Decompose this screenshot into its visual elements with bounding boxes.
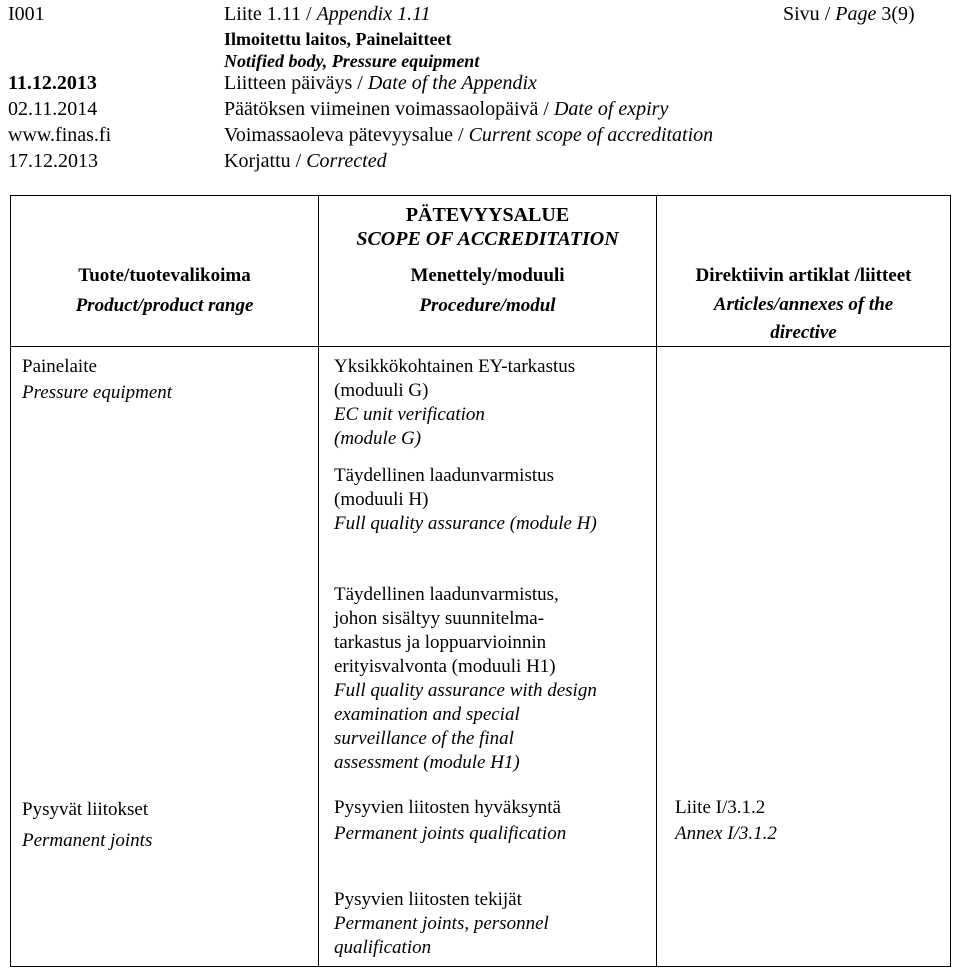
date-corrected: 17.12.2013: [8, 150, 98, 172]
procedure-personnel-qualification: Pysyvien liitosten tekijät Permanent joints, personnel qualification: [334, 889, 549, 958]
procedure-module-h1: Täydellinen laadunvarmistus, johon sisältyy suunnitelma- tarkastus ja loppuarvioinnin erityisvalvonta (moduuli H1) Full quality assurance with design examination and special surveillance of the final assessment (module H1): [334, 584, 597, 773]
column-header-product: Tuote/tuotevalikoima Product/product range: [75, 265, 254, 316]
date-expiry: 02.11.2014: [8, 98, 98, 120]
date-expiry-label: Päätöksen viimeinen voimassaolopäivä / Date of expiry: [224, 98, 669, 120]
procedure-module-h: Täydellinen laadunvarmistus (moduuli H) Full quality assurance (module H): [334, 465, 597, 534]
table-border-right: [950, 195, 951, 967]
corrected-label: Korjattu / Corrected: [224, 150, 387, 172]
table-title: PÄTEVYYSALUE SCOPE OF ACCREDITATION: [356, 204, 619, 250]
product-cell-permanent-joints: Pysyvät liitokset Permanent joints: [22, 799, 153, 851]
appendix-title: Liite 1.11 / Appendix 1.11: [224, 3, 431, 25]
notified-body: Ilmoitettu laitos, Painelaitteet: [224, 29, 452, 49]
website: www.finas.fi: [8, 124, 112, 146]
column-header-procedure: Menettely/moduuli Procedure/modul: [410, 265, 565, 316]
date-appendix: 11.12.2013: [8, 72, 97, 94]
table-header-divider: [10, 346, 950, 347]
page-number: Sivu / Page 3(9): [783, 3, 915, 25]
table-border-top: [10, 195, 950, 196]
column-header-articles: Direktiivin artiklat /liitteet Articles/annexes of the directive: [695, 265, 912, 343]
articles-cell-permanent-joints: Liite I/3.1.2 Annex I/3.1.2: [675, 797, 777, 844]
doc-id: I001: [8, 3, 45, 25]
notified-body-en: Notified body, Pressure equipment: [224, 51, 480, 71]
procedure-joints-qualification: Pysyvien liitosten hyväksyntä Permanent joints qualification: [334, 797, 567, 844]
date-appendix-label: Liitteen päiväys / Date of the Appendix: [224, 72, 537, 94]
scope-label: Voimassaoleva pätevyysalue / Current scope of accreditation: [224, 124, 714, 146]
table-border-bottom: [10, 966, 950, 967]
procedure-module-g: Yksikkökohtainen EY-tarkastus (moduuli G) EC unit verification (module G): [334, 356, 576, 449]
product-cell-pressure-equipment: Painelaite Pressure equipment: [22, 356, 173, 403]
